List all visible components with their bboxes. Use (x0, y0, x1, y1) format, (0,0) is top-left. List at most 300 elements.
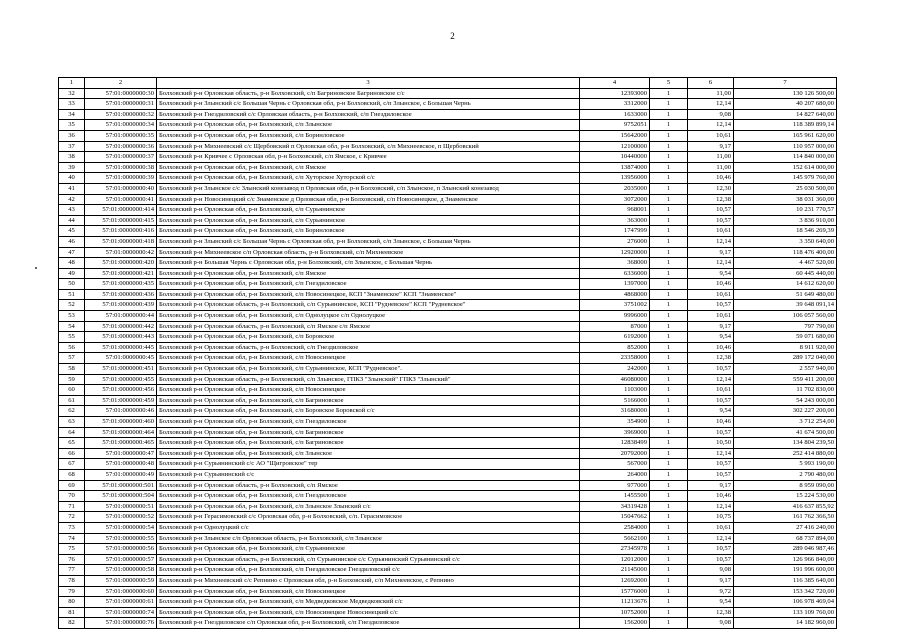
address-cell: Болховский р-н Орловская обл, р-н Болховский, с/п Новосинецкое (157, 385, 580, 396)
address-cell: Болховский р-н Орловская область, р-н Болховский, с/п Гнездиловское (157, 342, 580, 353)
table-row (59, 162, 837, 173)
table-row (59, 279, 837, 290)
rate-cell: 12,14 (688, 501, 734, 512)
rate-cell: 10,57 (688, 544, 734, 555)
row-number: 55 (59, 332, 85, 343)
table-row (59, 321, 837, 332)
cadastral-number: 57:01:0000000:51 (85, 501, 157, 512)
coefficient-cell: 1 (650, 607, 688, 618)
address-cell: Болховский р-н Орловская обл, р-н Болховский, с/п Злынское Злынский с/с (157, 501, 580, 512)
rate-cell: 12,14 (688, 533, 734, 544)
rate-cell: 10,46 (688, 491, 734, 502)
rate-cell: 12,14 (688, 448, 734, 459)
value-cell: 153 342 720,00 (734, 586, 837, 597)
coefficient-cell: 1 (650, 586, 688, 597)
coefficient-cell: 1 (650, 565, 688, 576)
row-number: 49 (59, 268, 85, 279)
address-cell: Болховский р-н Орловская область, р-н Болховский, с/п Злынское, ГПКЗ "Злынский" ГПКЗ "Злынский" (157, 374, 580, 385)
row-number: 60 (59, 385, 85, 396)
table-row (59, 141, 837, 152)
land-parcels-table (58, 77, 837, 629)
row-number: 73 (59, 522, 85, 533)
table-row (59, 512, 837, 523)
value-cell: 559 411 200,00 (734, 374, 837, 385)
coefficient-cell: 1 (650, 194, 688, 205)
coefficient-cell: 1 (650, 205, 688, 216)
address-cell: Болховский р-н Орловская обл, р-н Болховский, с/п Боринловское (157, 226, 580, 237)
row-number: 80 (59, 597, 85, 608)
coefficient-cell: 1 (650, 258, 688, 269)
row-number: 47 (59, 247, 85, 258)
rate-cell: 10,57 (688, 427, 734, 438)
column-number-2: 2 (85, 78, 157, 89)
table-row (59, 311, 837, 322)
coefficient-cell: 1 (650, 152, 688, 163)
value-cell: 4 467 520,00 (734, 258, 837, 269)
rate-cell: 9,08 (688, 618, 734, 629)
coefficient-cell: 1 (650, 162, 688, 173)
area-cell: 31680000 (580, 406, 650, 417)
table-row (59, 332, 837, 343)
area-cell: 11213676 (580, 597, 650, 608)
value-cell: 68 737 894,00 (734, 533, 837, 544)
address-cell: Болховский р-н Орловская область, р-н Болховский, с/п Ямское с/п Ямское (157, 321, 580, 332)
coefficient-cell: 1 (650, 109, 688, 120)
value-cell: 145 979 760,00 (734, 173, 837, 184)
table-row (59, 586, 837, 597)
rate-cell: 10,75 (688, 512, 734, 523)
area-cell: 5662100 (580, 533, 650, 544)
value-cell: 2 790 480,00 (734, 469, 837, 480)
address-cell: Болховский р-н Орловская обл, р-н Болховский, с/п Багриновское (157, 438, 580, 449)
row-number: 50 (59, 279, 85, 290)
table-row (59, 300, 837, 311)
table-row (59, 99, 837, 110)
table-row (59, 607, 837, 618)
address-cell: Болховский р-н Орловская обл, р-н Болховский, с/п Боровское Боровской с/с (157, 406, 580, 417)
table-row (59, 406, 837, 417)
cadastral-number: 57:01:0000000:460 (85, 417, 157, 428)
address-cell: Болховский р-н Орловская обл, р-н Болховский, с/п Новосинецкое (157, 586, 580, 597)
area-cell: 15047662 (580, 512, 650, 523)
rate-cell: 10,46 (688, 417, 734, 428)
value-cell: 2 557 940,00 (734, 364, 837, 375)
area-cell: 1397000 (580, 279, 650, 290)
row-number: 66 (59, 448, 85, 459)
table-row (59, 258, 837, 269)
area-cell: 15642000 (580, 130, 650, 141)
row-number: 69 (59, 480, 85, 491)
cadastral-number: 57:01:0000000:443 (85, 332, 157, 343)
area-cell: 13874000 (580, 162, 650, 173)
address-cell: Болховский р-н Новосинецкий с/с Знаменское д Орловская обл, р-н Болховский, с/п Новосинецкое, д Знаменское (157, 194, 580, 205)
rate-cell: 12,14 (688, 120, 734, 131)
rate-cell: 11,00 (688, 152, 734, 163)
row-number: 32 (59, 88, 85, 99)
coefficient-cell: 1 (650, 448, 688, 459)
row-number: 46 (59, 236, 85, 247)
area-cell: 23358000 (580, 353, 650, 364)
area-cell: 9752051 (580, 120, 650, 131)
cadastral-number: 57:01:0000000:30 (85, 88, 157, 99)
value-cell: 59 071 680,00 (734, 332, 837, 343)
value-cell: 165 961 620,00 (734, 130, 837, 141)
table-row (59, 342, 837, 353)
rate-cell: 10,57 (688, 364, 734, 375)
column-number-7: 7 (734, 78, 837, 89)
cadastral-number: 57:01:0000000:37 (85, 152, 157, 163)
table-row (59, 554, 837, 565)
row-number: 77 (59, 565, 85, 576)
coefficient-cell: 1 (650, 554, 688, 565)
coefficient-cell: 1 (650, 173, 688, 184)
value-cell: 18 546 269,39 (734, 226, 837, 237)
area-cell: 242000 (580, 364, 650, 375)
table-row (59, 544, 837, 555)
coefficient-cell: 1 (650, 544, 688, 555)
cadastral-number: 57:01:0000000:54 (85, 522, 157, 533)
cadastral-number: 57:01:0000000:501 (85, 480, 157, 491)
value-cell: 27 416 240,00 (734, 522, 837, 533)
cadastral-number: 57:01:0000000:418 (85, 236, 157, 247)
table-row (59, 289, 837, 300)
area-cell: 3072000 (580, 194, 650, 205)
coefficient-cell: 1 (650, 226, 688, 237)
coefficient-cell: 1 (650, 183, 688, 194)
row-number: 74 (59, 533, 85, 544)
coefficient-cell: 1 (650, 459, 688, 470)
area-cell: 34319428 (580, 501, 650, 512)
address-cell: Болховский р-н Орловская обл, р-н Болховский, с/п Гнездиловское Гнездиловский с/с (157, 565, 580, 576)
coefficient-cell: 1 (650, 120, 688, 131)
area-cell: 12838499 (580, 438, 650, 449)
value-cell: 133 109 760,00 (734, 607, 837, 618)
area-cell: 264000 (580, 469, 650, 480)
address-cell: Болховский р-н Орловская область, р-н Болховский, с/п Сурьянинское, КСП "Рудневское" КСП "Рудневское" (157, 300, 580, 311)
row-number: 82 (59, 618, 85, 629)
row-number: 39 (59, 162, 85, 173)
cadastral-number: 57:01:0000000:38 (85, 162, 157, 173)
rate-cell: 10,46 (688, 173, 734, 184)
area-cell: 1103000 (580, 385, 650, 396)
address-cell: Болховский р-н Орловская обл, р-н Болховский, с/п Ямское (157, 162, 580, 173)
coefficient-cell: 1 (650, 480, 688, 491)
table-row (59, 236, 837, 247)
value-cell: 41 674 500,00 (734, 427, 837, 438)
value-cell: 3 350 640,00 (734, 236, 837, 247)
area-cell: 3969000 (580, 427, 650, 438)
value-cell: 14 612 620,00 (734, 279, 837, 290)
table-row (59, 194, 837, 205)
address-cell: Болховский р-н Михнеевский с/с Репнино с Орловская обл, р-н Болховский, с/п Михнеевское, с Репнино (157, 575, 580, 586)
table-row (59, 374, 837, 385)
coefficient-cell: 1 (650, 512, 688, 523)
cadastral-number: 57:01:0000000:48 (85, 459, 157, 470)
area-cell: 852000 (580, 342, 650, 353)
area-cell: 2584000 (580, 522, 650, 533)
cadastral-number: 57:01:0000000:41 (85, 194, 157, 205)
table-row (59, 533, 837, 544)
value-cell: 161 762 366,50 (734, 512, 837, 523)
coefficient-cell: 1 (650, 427, 688, 438)
row-number: 81 (59, 607, 85, 618)
rate-cell: 12,14 (688, 236, 734, 247)
column-number-5: 5 (650, 78, 688, 89)
cadastral-number: 57:01:0000000:58 (85, 565, 157, 576)
coefficient-cell: 1 (650, 88, 688, 99)
table-row (59, 364, 837, 375)
value-cell: 130 126 500,00 (734, 88, 837, 99)
cadastral-number: 57:01:0000000:31 (85, 99, 157, 110)
cadastral-number: 57:01:0000000:61 (85, 597, 157, 608)
rate-cell: 9,17 (688, 321, 734, 332)
area-cell: 363000 (580, 215, 650, 226)
row-number: 64 (59, 427, 85, 438)
rate-cell: 10,57 (688, 459, 734, 470)
rate-cell: 11,00 (688, 88, 734, 99)
cadastral-number: 57:01:0000000:47 (85, 448, 157, 459)
coefficient-cell: 1 (650, 215, 688, 226)
address-cell: Болховский р-н Орловская обл, р-н Болховский, с/п Багриновское (157, 395, 580, 406)
area-cell: 27345978 (580, 544, 650, 555)
coefficient-cell: 1 (650, 342, 688, 353)
cadastral-number: 57:01:0000000:504 (85, 491, 157, 502)
row-number: 59 (59, 374, 85, 385)
coefficient-cell: 1 (650, 395, 688, 406)
table-row (59, 501, 837, 512)
address-cell: Болховский р-н Орловская обл, р-н Болховский, с/п Новосинецкое Новосинецкий с/с (157, 607, 580, 618)
column-number-4: 4 (580, 78, 650, 89)
address-cell: Болховский р-н Гнездиловское с/п Орловская обл, р-н Болховский, с/п Гнездиловское (157, 618, 580, 629)
table-row (59, 226, 837, 237)
coefficient-cell: 1 (650, 374, 688, 385)
rate-cell: 10,46 (688, 279, 734, 290)
value-cell: 51 649 480,00 (734, 289, 837, 300)
table-row (59, 459, 837, 470)
address-cell: Болховский р-н Орловская обл, р-н Болховский, с/п Новосинецкое (157, 353, 580, 364)
coefficient-cell: 1 (650, 311, 688, 322)
row-number: 56 (59, 342, 85, 353)
coefficient-cell: 1 (650, 321, 688, 332)
address-cell: Болховский р-н Орловская обл, р-н Болховский, с/п Багриновское (157, 427, 580, 438)
value-cell: 14 827 640,00 (734, 109, 837, 120)
coefficient-cell: 1 (650, 597, 688, 608)
cadastral-number: 57:01:0000000:34 (85, 120, 157, 131)
cadastral-number: 57:01:0000000:436 (85, 289, 157, 300)
address-cell: Болховский р-н Орловская обл, р-н Болховский, с/п Боринловское (157, 130, 580, 141)
cadastral-number: 57:01:0000000:456 (85, 385, 157, 396)
cadastral-number: 57:01:0000000:35 (85, 130, 157, 141)
address-cell: Болховский р-н Орловская обл, р-н Болховский, с/п Медведковское Медведковский с/с (157, 597, 580, 608)
rate-cell: 9,72 (688, 586, 734, 597)
rate-cell: 10,61 (688, 385, 734, 396)
cadastral-number: 57:01:0000000:42 (85, 247, 157, 258)
value-cell: 252 414 880,00 (734, 448, 837, 459)
value-cell: 38 031 360,00 (734, 194, 837, 205)
value-cell: 289 172 040,00 (734, 353, 837, 364)
cadastral-number: 57:01:0000000:40 (85, 183, 157, 194)
value-cell: 797 790,00 (734, 321, 837, 332)
address-cell: Болховский р-н Кривчее с Орловская обл, р-н Болховский, с/п Ямское, с Кривчее (157, 152, 580, 163)
area-cell: 13956000 (580, 173, 650, 184)
rate-cell: 11,00 (688, 162, 734, 173)
cadastral-number: 57:01:0000000:55 (85, 533, 157, 544)
coefficient-cell: 1 (650, 99, 688, 110)
address-cell: Болховский р-н Большая Чернь с Орловская обл, р-н Болховский, с/п Злынское, с Большая Чернь (157, 258, 580, 269)
address-cell: Болховский р-н Орловская обл, р-н Болховский, с/п Ямское (157, 268, 580, 279)
row-number: 33 (59, 99, 85, 110)
table-row (59, 395, 837, 406)
value-cell: 15 224 530,00 (734, 491, 837, 502)
coefficient-cell: 1 (650, 268, 688, 279)
header-row (59, 78, 837, 89)
row-number: 70 (59, 491, 85, 502)
rate-cell: 12,14 (688, 258, 734, 269)
value-cell: 118 389 899,14 (734, 120, 837, 131)
table-row (59, 469, 837, 480)
row-number: 52 (59, 300, 85, 311)
value-cell: 114 840 000,00 (734, 152, 837, 163)
value-cell: 3 712 254,00 (734, 417, 837, 428)
area-cell: 10752000 (580, 607, 650, 618)
column-number-1: 1 (59, 78, 85, 89)
address-cell: Болховский р-н Злынское с/с Злынский конезавод п Орловская обл, р-н Болховский, с/п Злынское, п Злынский конезавод (157, 183, 580, 194)
table-row (59, 522, 837, 533)
rate-cell: 10,61 (688, 226, 734, 237)
area-cell: 9996000 (580, 311, 650, 322)
address-cell: Болховский р-н Гнездиловский с/с Орловская область, р-н Болховский, с/п Гнездиловское (157, 109, 580, 120)
area-cell: 12393000 (580, 88, 650, 99)
address-cell: Болховский р-н Орловская область, р-н Болховский, с/п Багриновское Багриновское с/с (157, 88, 580, 99)
row-number: 79 (59, 586, 85, 597)
rate-cell: 10,50 (688, 438, 734, 449)
cadastral-number: 57:01:0000000:39 (85, 173, 157, 184)
address-cell: Болховский р-н Орловская обл, р-н Болховский, с/п Сурьянинское (157, 544, 580, 555)
rate-cell: 9,17 (688, 141, 734, 152)
cadastral-number: 57:01:0000000:52 (85, 512, 157, 523)
table-row (59, 120, 837, 131)
rate-cell: 10,57 (688, 554, 734, 565)
rate-cell: 12,38 (688, 353, 734, 364)
cadastral-number: 57:01:0000000:464 (85, 427, 157, 438)
column-number-6: 6 (688, 78, 734, 89)
table-row (59, 88, 837, 99)
cadastral-number: 57:01:0000000:414 (85, 205, 157, 216)
area-cell: 977000 (580, 480, 650, 491)
cadastral-number: 57:01:0000000:455 (85, 374, 157, 385)
cadastral-number: 57:01:0000000:74 (85, 607, 157, 618)
cadastral-number: 57:01:0000000:439 (85, 300, 157, 311)
cadastral-number: 57:01:0000000:76 (85, 618, 157, 629)
address-cell: Болховский р-н Орловская обл, р-н Болховский, с/п Боровское (157, 332, 580, 343)
value-cell: 191 996 600,00 (734, 565, 837, 576)
coefficient-cell: 1 (650, 279, 688, 290)
area-cell: 3751002 (580, 300, 650, 311)
cadastral-number: 57:01:0000000:36 (85, 141, 157, 152)
rate-cell: 9,17 (688, 575, 734, 586)
address-cell: Болховский р-н Орловская обл, р-н Болховский, с/п Однолуцкое с/п Однолуцкое (157, 311, 580, 322)
coefficient-cell: 1 (650, 332, 688, 343)
value-cell: 126 966 840,00 (734, 554, 837, 565)
value-cell: 289 046 987,46 (734, 544, 837, 555)
cadastral-number: 57:01:0000000:420 (85, 258, 157, 269)
rate-cell: 12,14 (688, 99, 734, 110)
address-cell: Болховский р-н Сурьянинский с/с (157, 469, 580, 480)
row-number: 45 (59, 226, 85, 237)
value-cell: 39 648 091,14 (734, 300, 837, 311)
row-number: 58 (59, 364, 85, 375)
coefficient-cell: 1 (650, 289, 688, 300)
table-row (59, 491, 837, 502)
row-number: 72 (59, 512, 85, 523)
coefficient-cell: 1 (650, 247, 688, 258)
table-row (59, 448, 837, 459)
value-cell: 3 836 910,00 (734, 215, 837, 226)
rate-cell: 9,08 (688, 109, 734, 120)
table-row (59, 618, 837, 629)
address-cell: Болховский р-н Михнеевское с/п Орловская область, р-н Болховский, с/п Михнеевское (157, 247, 580, 258)
address-cell: Болховский р-н Орловская обл, р-н Болховский, с/п Сурьянинское (157, 205, 580, 216)
table-row (59, 268, 837, 279)
row-number: 61 (59, 395, 85, 406)
row-number: 63 (59, 417, 85, 428)
value-cell: 8 959 090,00 (734, 480, 837, 491)
cadastral-number: 57:01:0000000:44 (85, 311, 157, 322)
area-cell: 276000 (580, 236, 650, 247)
table-row (59, 353, 837, 364)
cadastral-number: 57:01:0000000:49 (85, 469, 157, 480)
rate-cell: 9,54 (688, 597, 734, 608)
address-cell: Болховский р-н Злынское с/п Орловская область, р-н Болховский, с/п Злынское (157, 533, 580, 544)
table-row (59, 247, 837, 258)
area-cell: 1633000 (580, 109, 650, 120)
cadastral-number: 57:01:0000000:442 (85, 321, 157, 332)
row-number: 67 (59, 459, 85, 470)
value-cell: 5 993 190,00 (734, 459, 837, 470)
table-body (59, 78, 837, 629)
table-row (59, 480, 837, 491)
row-number: 57 (59, 353, 85, 364)
table-row (59, 183, 837, 194)
area-cell: 87000 (580, 321, 650, 332)
table-row (59, 438, 837, 449)
cadastral-number: 57:01:0000000:59 (85, 575, 157, 586)
area-cell: 12920000 (580, 247, 650, 258)
area-cell: 368000 (580, 258, 650, 269)
rate-cell: 9,17 (688, 247, 734, 258)
coefficient-cell: 1 (650, 141, 688, 152)
margin-mark (35, 267, 37, 269)
cadastral-number: 57:01:0000000:465 (85, 438, 157, 449)
area-cell: 2035000 (580, 183, 650, 194)
area-cell: 968001 (580, 205, 650, 216)
cadastral-number: 57:01:0000000:57 (85, 554, 157, 565)
address-cell: Болховский р-н Орловская обл, р-н Болховский, с/п Новосинецкое, КСП "Знаменское" КСП "Знаменское" (157, 289, 580, 300)
cadastral-number: 57:01:0000000:56 (85, 544, 157, 555)
value-cell: 134 804 239,50 (734, 438, 837, 449)
row-number: 48 (59, 258, 85, 269)
area-cell: 20792000 (580, 448, 650, 459)
cadastral-number: 57:01:0000000:435 (85, 279, 157, 290)
row-number: 62 (59, 406, 85, 417)
table-row (59, 215, 837, 226)
rate-cell: 12,38 (688, 607, 734, 618)
row-number: 35 (59, 120, 85, 131)
rate-cell: 10,61 (688, 130, 734, 141)
area-cell: 46080000 (580, 374, 650, 385)
address-cell: Болховский р-н Орловская обл, р-н Болховский, с/п Сурьянинское (157, 215, 580, 226)
value-cell: 60 445 440,00 (734, 268, 837, 279)
